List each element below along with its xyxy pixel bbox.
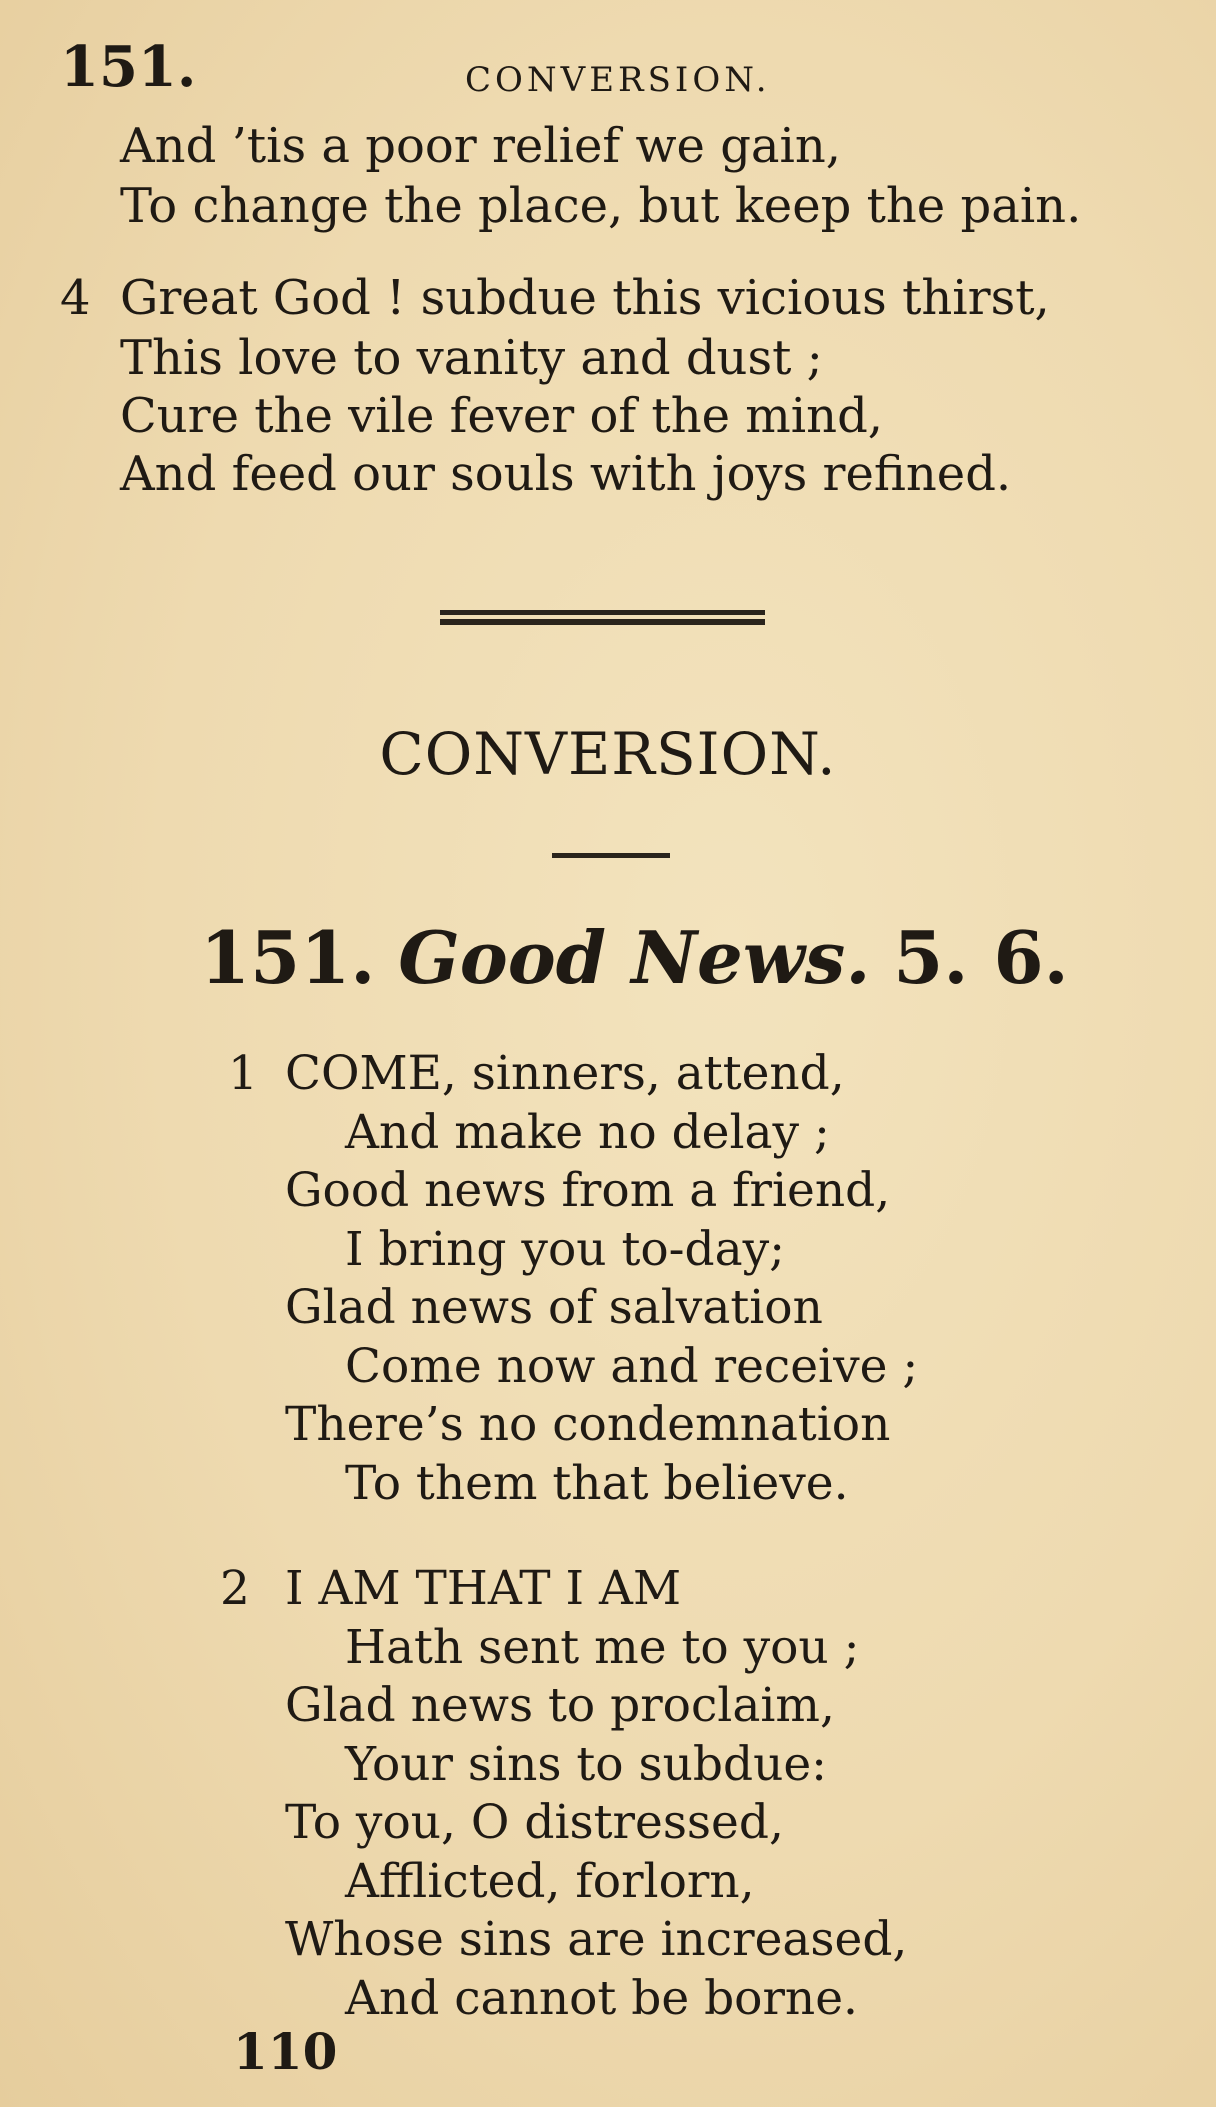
- running-header-hymn-number: 151.: [60, 34, 197, 100]
- stanza-number: 2: [220, 1561, 250, 1616]
- stanza-line: And make no delay ;: [345, 1105, 830, 1160]
- running-header-title: CONVERSION.: [465, 60, 771, 100]
- stanza-line: Afflicted, forlorn,: [345, 1854, 755, 1909]
- stanza-line: Come now and receive ;: [345, 1339, 919, 1394]
- stanza-line: Great God ! subdue this vicious thirst,: [120, 270, 1050, 326]
- stanza-number: 4: [60, 270, 91, 326]
- stanza-line: Good news from a friend,: [285, 1163, 891, 1218]
- stanza-line: I AM THAT I AM: [285, 1561, 682, 1616]
- stanza-line: To them that believe.: [345, 1456, 849, 1511]
- stanza-line: Cure the vile fever of the mind,: [120, 388, 884, 444]
- short-rule: [552, 853, 670, 858]
- hymn-name: Good News.: [398, 915, 871, 1000]
- page-number: 110: [233, 2022, 338, 2081]
- prev-hymn-line: To change the place, but keep the pain.: [120, 178, 1082, 234]
- stanza-line: To you, O distressed,: [285, 1795, 784, 1850]
- stanza-line: There’s no condemnation: [285, 1397, 891, 1452]
- stanza-line: COME, sinners, attend,: [285, 1046, 845, 1101]
- stanza-line: And cannot be borne.: [345, 1971, 858, 2026]
- stanza-line: I bring you to-day;: [345, 1222, 786, 1277]
- prev-hymn-line: And ’tis a poor relief we gain,: [120, 118, 842, 174]
- ornamental-rule-top: [440, 610, 765, 615]
- stanza-number: 1: [228, 1046, 258, 1101]
- hymn-number: 151.: [200, 915, 376, 1000]
- stanza-line: Glad news to proclaim,: [285, 1678, 835, 1733]
- stanza-line: This love to vanity and dust ;: [120, 330, 823, 386]
- section-title: CONVERSION.: [379, 720, 837, 788]
- ornamental-rule-bottom: [440, 619, 765, 625]
- stanza-line: Glad news of salvation: [285, 1280, 823, 1335]
- stanza-line: Hath sent me to you ;: [345, 1620, 860, 1675]
- stanza-line: Whose sins are increased,: [285, 1912, 908, 1967]
- hymn-meter: 5. 6.: [893, 915, 1069, 1000]
- stanza-line: Your sins to subdue:: [345, 1737, 828, 1792]
- stanza-line: And feed our souls with joys refined.: [120, 446, 1012, 502]
- hymn-heading: [200, 915, 1069, 1000]
